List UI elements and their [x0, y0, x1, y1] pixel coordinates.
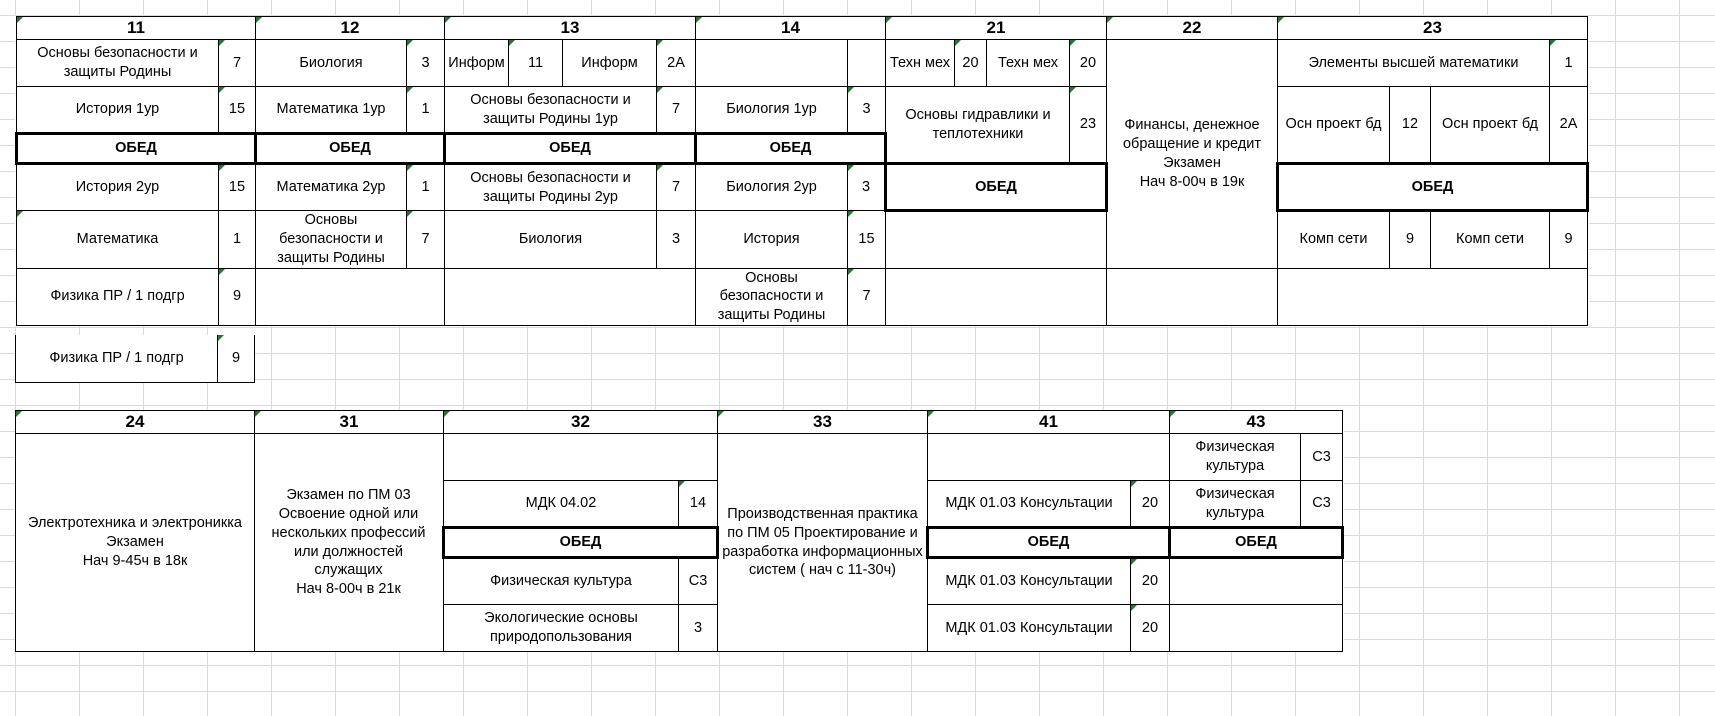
- schedule-table-top-extra: [15, 335, 255, 383]
- lunch-cell: ОБЕД: [886, 164, 1107, 211]
- group-header-24: 24: [16, 411, 255, 434]
- empty-cell[interactable]: [886, 211, 1107, 269]
- schedule-table-top: [15, 16, 1589, 326]
- subject-cell[interactable]: Осн проект бд: [1431, 87, 1550, 164]
- empty-cell[interactable]: [848, 40, 886, 87]
- subject-cell[interactable]: МДК 01.03 Консультации: [928, 558, 1131, 605]
- room-cell[interactable]: 3: [407, 40, 445, 87]
- room-cell[interactable]: 9: [1550, 211, 1588, 269]
- group-header-22: 22: [1107, 17, 1278, 40]
- room-cell[interactable]: 7: [657, 87, 696, 134]
- exam-subject: Электротехника и электроникка: [28, 515, 242, 532]
- exam-cell-31[interactable]: [255, 434, 444, 652]
- room-cell[interactable]: 3: [657, 211, 696, 269]
- subject-cell[interactable]: История 1ур: [17, 87, 219, 134]
- subject-cell[interactable]: МДК 01.03 Консультации: [928, 605, 1131, 652]
- exam-subject: Финансы, денежное обращение и кредит: [1122, 117, 1261, 153]
- exam-time: Нач 8-00ч в 19к: [1139, 173, 1245, 190]
- subject-cell[interactable]: Математика 1ур: [256, 87, 407, 134]
- room-cell[interactable]: 7: [219, 40, 256, 87]
- exam-time: Нач 9-45ч в 18к: [82, 553, 188, 570]
- subject-cell[interactable]: Математика 2ур: [256, 164, 407, 211]
- subject-cell[interactable]: История 2ур: [17, 164, 219, 211]
- empty-cell[interactable]: [1170, 605, 1343, 652]
- empty-cell[interactable]: [928, 434, 1170, 481]
- subject-cell[interactable]: Техн мех: [886, 40, 955, 87]
- room-cell[interactable]: 20: [1131, 558, 1170, 605]
- empty-cell[interactable]: [445, 268, 696, 326]
- subject-cell[interactable]: Биология 2ур: [696, 164, 848, 211]
- subject-cell[interactable]: Основы безопасности и защиты Родины: [696, 268, 848, 326]
- empty-cell[interactable]: [696, 40, 848, 87]
- subject-cell[interactable]: Основы безопасности и защиты Родины 2ур: [445, 164, 657, 211]
- room-cell[interactable]: 7: [848, 268, 886, 326]
- subject-cell[interactable]: Осн проект бд: [1278, 87, 1390, 164]
- subject-cell[interactable]: Экологические основы природопользования: [444, 605, 679, 652]
- subject-cell[interactable]: Комп сети: [1278, 211, 1390, 269]
- empty-cell[interactable]: [886, 268, 1107, 326]
- subject-cell[interactable]: Основы безопасности и защиты Родины 1ур: [445, 87, 657, 134]
- room-cell[interactable]: 11: [509, 40, 563, 87]
- subject-cell[interactable]: МДК 01.03 Консультации: [928, 481, 1131, 528]
- room-cell[interactable]: 3: [848, 87, 886, 134]
- room-cell[interactable]: 15: [219, 87, 256, 134]
- exam-cell-22[interactable]: [1107, 40, 1278, 269]
- lunch-cell: ОБЕД: [1278, 164, 1588, 211]
- group-header-11: 11: [17, 17, 256, 40]
- subject-cell[interactable]: Информ: [445, 40, 509, 87]
- room-cell[interactable]: 15: [848, 211, 886, 269]
- subject-cell[interactable]: Основы безопасности и защиты Родины: [256, 211, 407, 269]
- empty-cell[interactable]: [444, 434, 718, 481]
- subject-cell[interactable]: Физика ПР / 1 подгр: [16, 335, 218, 382]
- exam-label: Экзамен: [1163, 154, 1221, 171]
- subject-cell[interactable]: МДК 04.02: [444, 481, 679, 528]
- exam-label: Экзамен: [106, 534, 164, 551]
- subject-cell[interactable]: Физическая культура: [1170, 434, 1301, 481]
- subject-cell[interactable]: Элементы высшей математики: [1278, 40, 1550, 87]
- empty-cell[interactable]: [1170, 558, 1343, 605]
- room-cell[interactable]: С3: [1301, 434, 1343, 481]
- subject-cell[interactable]: Техн мех: [987, 40, 1070, 87]
- room-cell[interactable]: 23: [1070, 87, 1107, 164]
- room-cell[interactable]: 3: [679, 605, 718, 652]
- group-header-33: 33: [718, 411, 928, 434]
- lunch-cell: ОБЕД: [696, 134, 886, 164]
- group-header-31: 31: [255, 411, 444, 434]
- room-cell[interactable]: 2А: [657, 40, 696, 87]
- room-cell[interactable]: С3: [1301, 481, 1343, 528]
- room-cell[interactable]: 20: [1070, 40, 1107, 87]
- subject-cell[interactable]: Основы гидравлики и теплотехники: [886, 87, 1070, 164]
- subject-cell[interactable]: Комп сети: [1431, 211, 1550, 269]
- room-cell[interactable]: 3: [848, 164, 886, 211]
- room-cell[interactable]: 15: [219, 164, 256, 211]
- subject-cell[interactable]: Биология: [256, 40, 407, 87]
- subject-cell[interactable]: Физическая культура: [444, 558, 679, 605]
- subject-cell[interactable]: Биология: [445, 211, 657, 269]
- group-header-23: 23: [1278, 17, 1588, 40]
- subject-cell[interactable]: Математика: [17, 211, 219, 269]
- room-cell[interactable]: 7: [657, 164, 696, 211]
- room-cell[interactable]: 1: [407, 87, 445, 134]
- subject-cell[interactable]: Физика ПР / 1 подгр: [17, 268, 219, 326]
- room-cell[interactable]: 20: [1131, 605, 1170, 652]
- lunch-cell: ОБЕД: [17, 134, 256, 164]
- lunch-cell: ОБЕД: [1170, 528, 1343, 558]
- room-cell[interactable]: 1: [1550, 40, 1588, 87]
- lunch-cell: ОБЕД: [928, 528, 1170, 558]
- room-cell[interactable]: 9: [218, 335, 255, 382]
- room-cell[interactable]: С3: [679, 558, 718, 605]
- room-cell[interactable]: 2А: [1550, 87, 1588, 164]
- lunch-cell: ОБЕД: [256, 134, 445, 164]
- exam-subject: Экзамен по ПМ 03 Освоение одной или нескольких профессий или должностей служащих: [271, 487, 426, 579]
- room-cell[interactable]: 1: [219, 211, 256, 269]
- schedule-table-bottom: [15, 410, 1344, 652]
- empty-cell[interactable]: [1278, 268, 1588, 326]
- subject-cell[interactable]: Основы безопасности и защиты Родины: [17, 40, 219, 87]
- subject-cell[interactable]: История: [696, 211, 848, 269]
- empty-cell[interactable]: [1107, 268, 1278, 326]
- subject-cell[interactable]: Биология 1ур: [696, 87, 848, 134]
- group-header-12: 12: [256, 17, 445, 40]
- room-cell[interactable]: 20: [1131, 481, 1170, 528]
- lunch-cell: ОБЕД: [444, 528, 718, 558]
- exam-cell-24[interactable]: [16, 434, 255, 652]
- subject-cell[interactable]: Физическая культура: [1170, 481, 1301, 528]
- room-cell[interactable]: 9: [219, 268, 256, 326]
- group-header-14: 14: [696, 17, 886, 40]
- room-cell[interactable]: 20: [955, 40, 987, 87]
- room-cell[interactable]: 1: [407, 164, 445, 211]
- group-header-32: 32: [444, 411, 718, 434]
- room-cell[interactable]: 14: [679, 481, 718, 528]
- group-header-13: 13: [445, 17, 696, 40]
- group-header-41: 41: [928, 411, 1170, 434]
- subject-cell[interactable]: Информ: [563, 40, 657, 87]
- empty-cell[interactable]: [256, 268, 445, 326]
- exam-time: Нач 8-00ч в 21к: [296, 581, 401, 598]
- group-header-21: 21: [886, 17, 1107, 40]
- practice-cell-33[interactable]: Производственная практика по ПМ 05 Проектирование и разработка информационных систем ( нач с 11-30ч): [718, 434, 928, 652]
- room-cell[interactable]: 12: [1390, 87, 1431, 164]
- room-cell[interactable]: 7: [407, 211, 445, 269]
- group-header-43: 43: [1170, 411, 1343, 434]
- room-cell[interactable]: 9: [1390, 211, 1431, 269]
- lunch-cell: ОБЕД: [445, 134, 696, 164]
